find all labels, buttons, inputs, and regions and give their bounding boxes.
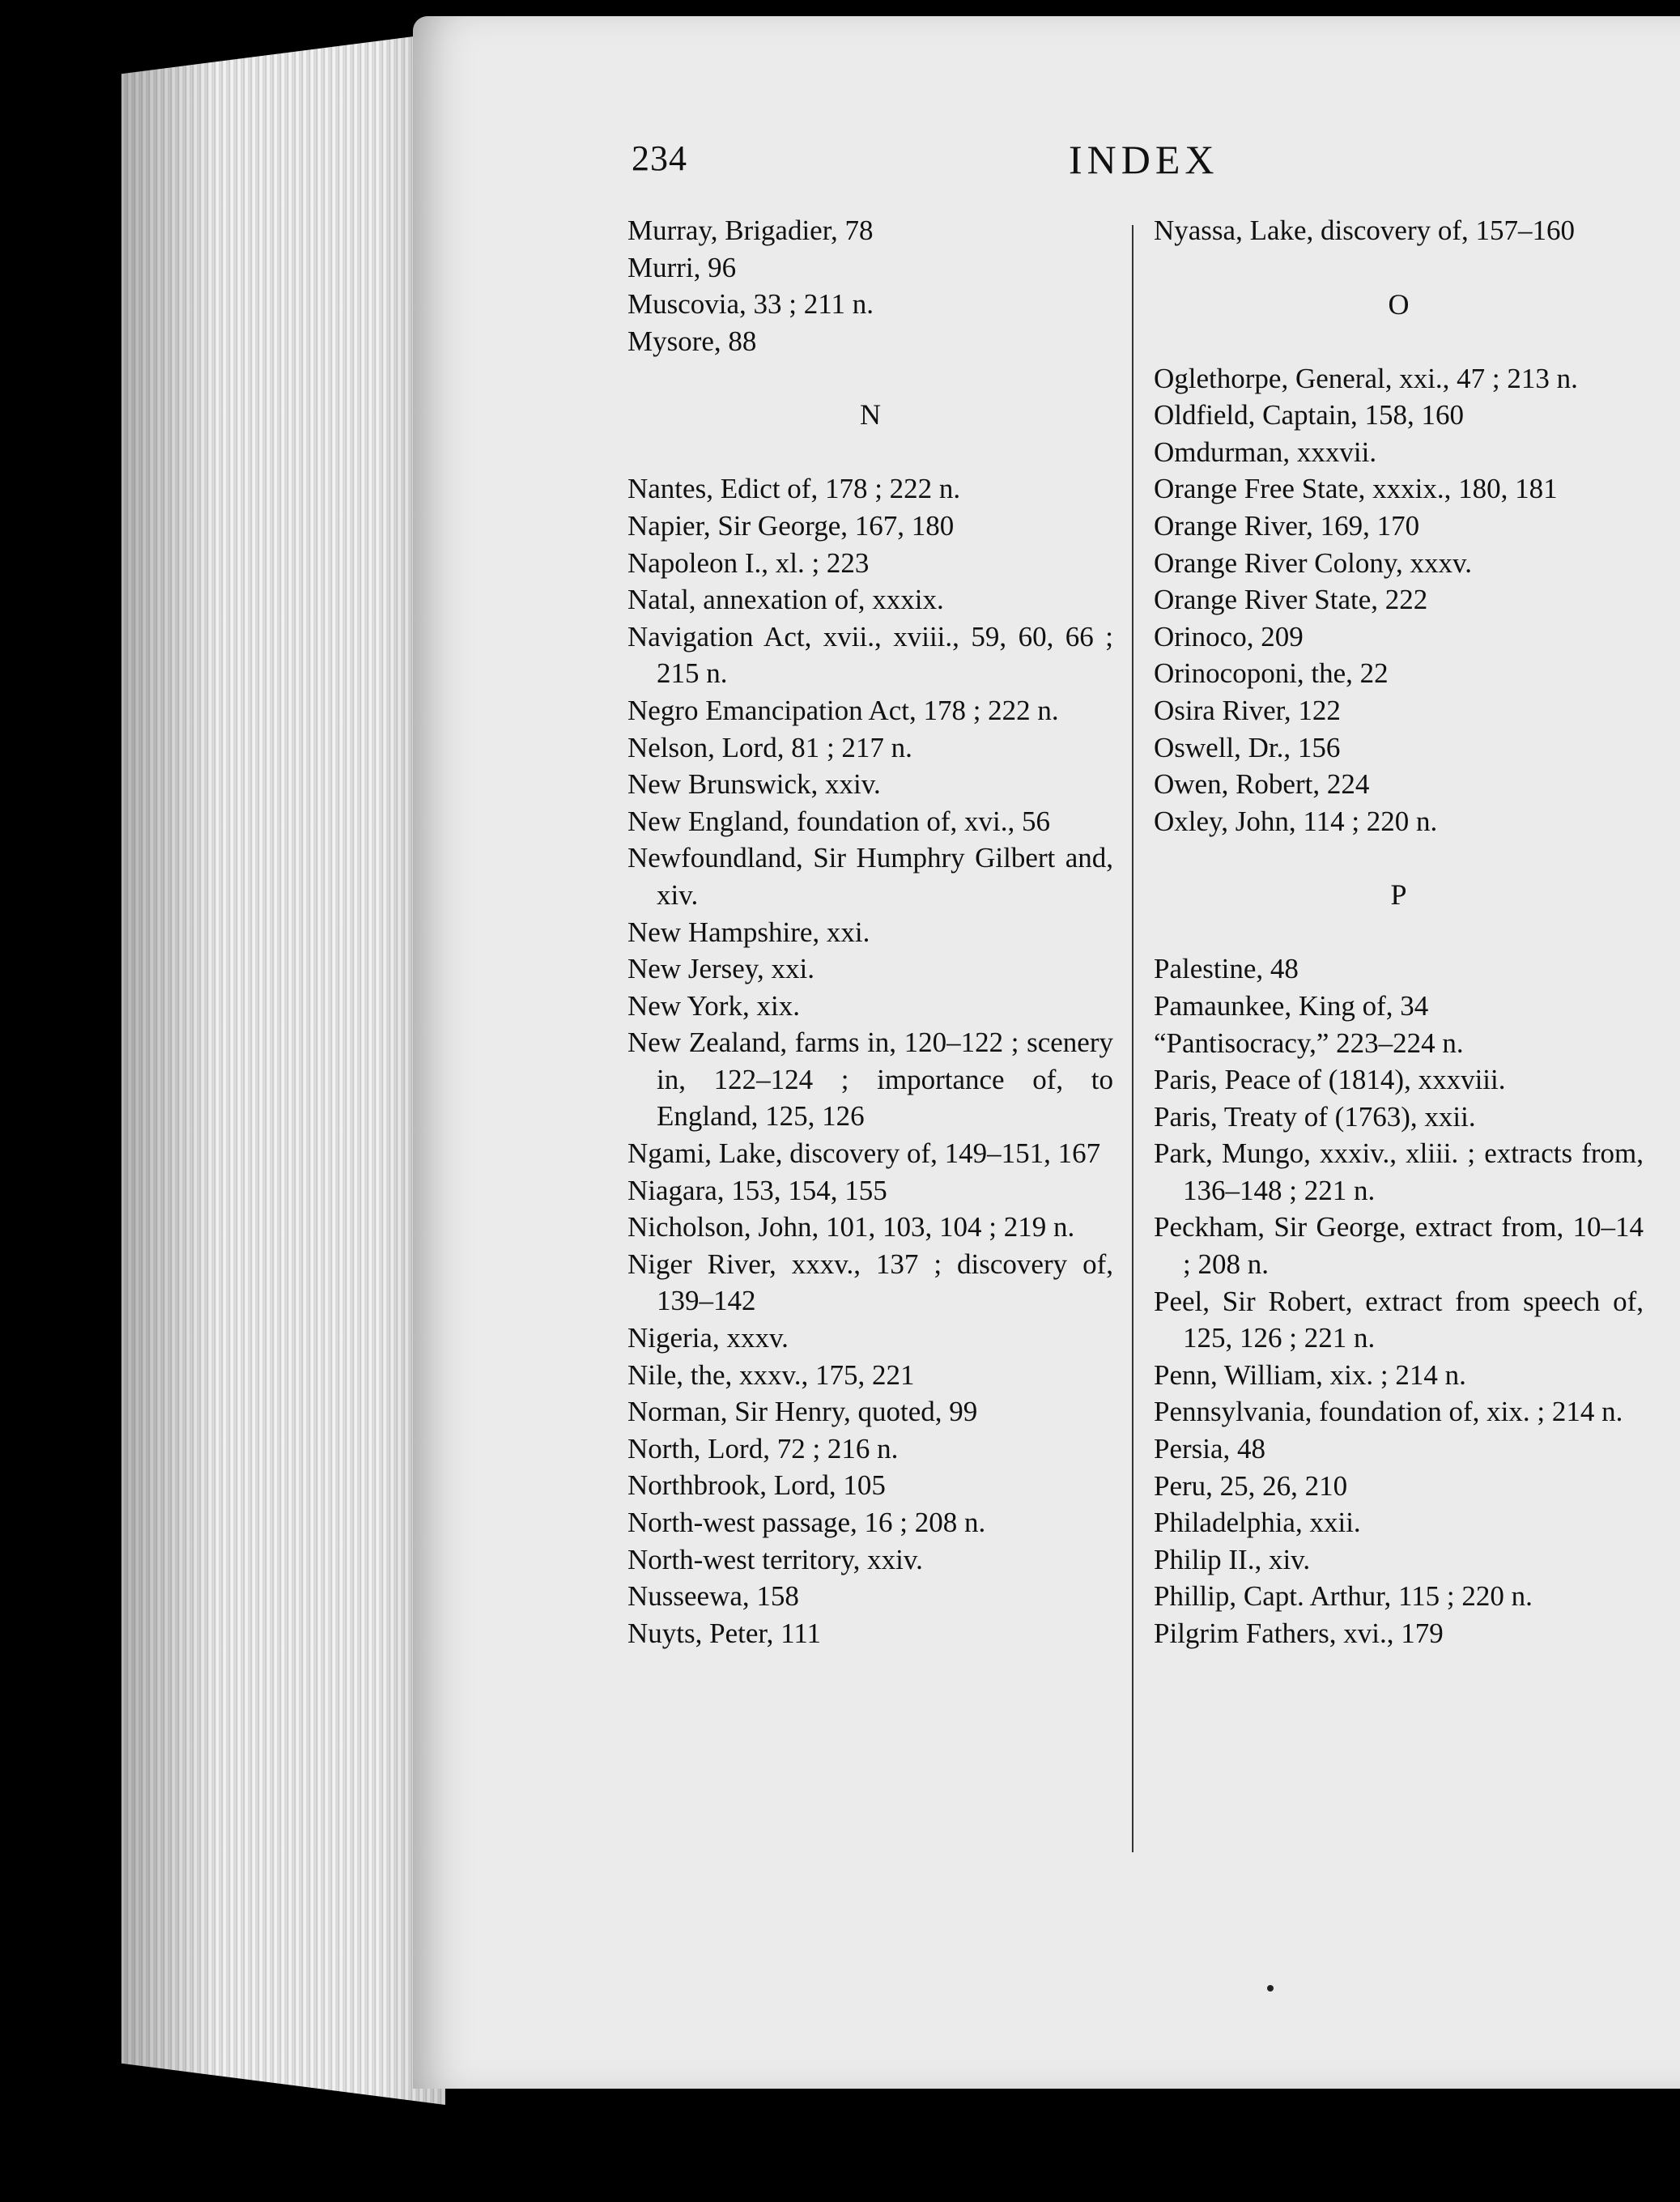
index-entry: New York, xix.: [627, 989, 800, 1022]
index-entry: Oswell, Dr., 156: [1154, 731, 1341, 763]
index-entry: Nuyts, Peter, 111: [627, 1617, 822, 1649]
index-entry: Omdurman, xxxvii.: [1154, 436, 1377, 468]
index-entry: Paris, Treaty of (1763), xxii.: [1154, 1100, 1476, 1133]
index-entry: Napier, Sir George, 167, 180: [627, 509, 955, 542]
index-entry: Nelson, Lord, 81 ; 217 n.: [627, 731, 912, 763]
index-column-right: [1154, 212, 1644, 1652]
index-entry: Phillip, Capt. Arthur, 115 ; 220 n.: [1154, 1580, 1533, 1613]
index-entry: Negro Emancipation Act, 178 ; 222 n.: [627, 694, 1059, 726]
index-entry: Nicholson, John, 101, 103, 104 ; 219 n.: [627, 1211, 1075, 1243]
index-entry: Nigeria, xxxv.: [627, 1322, 789, 1354]
index-entry: Paris, Peace of (1814), xxxviii.: [1154, 1064, 1506, 1096]
index-entry: Oldfield, Captain, 158, 160: [1154, 399, 1465, 431]
index-entry: Murray, Brigadier, 78: [627, 215, 874, 246]
index-entry: Peru, 25, 26, 210: [1154, 1469, 1348, 1502]
index-entry: Orange River, 169, 170: [1154, 509, 1420, 542]
index-entry: Oglethorpe, General, xxi., 47 ; 213 n.: [1154, 362, 1578, 394]
section-letter: N: [860, 398, 881, 431]
index-entry: Peckham, Sir George, extract from, 10–14 ; 208 n.: [1154, 1211, 1644, 1281]
index-entry: New Hampshire, xxi.: [627, 916, 870, 948]
index-entry: Mysore, 88: [627, 325, 757, 357]
index-entry: New Zealand, farms in, 120–122 ; scenery in, 122–124 ; importance of, to England, 125, 126: [627, 1027, 1113, 1133]
index-entry: Nusseewa, 158: [627, 1580, 799, 1613]
index-entry: Pamaunkee, King of, 34: [1154, 989, 1429, 1022]
index-entry: Nyassa, Lake, discovery of, 157–160: [1154, 215, 1576, 246]
index-entry: Philadelphia, xxii.: [1154, 1507, 1361, 1539]
index-entry: Niger River, xxxv., 137 ; discovery of, 139–142: [627, 1248, 1113, 1317]
section-letter: O: [1388, 287, 1410, 321]
index-entry: Pilgrim Fathers, xvi., 179: [1154, 1617, 1444, 1649]
ink-speck: [1267, 1985, 1274, 1992]
index-entry: New England, foundation of, xvi., 56: [627, 805, 1050, 837]
index-entry: Northbrook, Lord, 105: [627, 1469, 886, 1502]
index-entry: Orange River Colony, xxxv.: [1154, 546, 1473, 579]
index-entry: New Brunswick, xxiv.: [627, 768, 881, 801]
index-entry: Natal, annexation of, xxxix.: [627, 584, 944, 616]
index-entry: “Pantisocracy,” 223–224 n.: [1154, 1027, 1464, 1059]
index-entry: New Jersey, xxi.: [627, 953, 815, 985]
index-entry: Orinocoponi, the, 22: [1154, 657, 1389, 690]
index-entry: Pennsylvania, foundation of, xix. ; 214 n.: [1154, 1396, 1623, 1428]
index-entry: Nile, the, xxxv., 175, 221: [627, 1358, 915, 1391]
column-divider: [1132, 225, 1133, 1852]
index-entry: Osira River, 122: [1154, 694, 1341, 726]
index-entry: North-west territory, xxiv.: [627, 1543, 923, 1575]
index-entry: Philip II., xiv.: [1154, 1543, 1311, 1575]
index-entry: Peel, Sir Robert, extract from speech of, 125, 126 ; 221 n.: [1154, 1285, 1644, 1354]
index-entry: Orinoco, 209: [1154, 620, 1304, 653]
index-entry: Murri, 96: [627, 251, 737, 283]
index-entry: Oxley, John, 114 ; 220 n.: [1154, 805, 1438, 837]
section-letter: P: [1390, 878, 1407, 912]
index-entry: Newfoundland, Sir Humphry Gilbert and, xiv.: [627, 842, 1113, 911]
index-entry: North, Lord, 72 ; 216 n.: [627, 1432, 899, 1464]
index-entry: Owen, Robert, 224: [1154, 768, 1370, 801]
page-number: 234: [632, 138, 687, 178]
index-entry: Napoleon I., xl. ; 223: [627, 546, 870, 579]
running-title: INDEX: [1069, 137, 1219, 182]
index-entry: Nantes, Edict of, 178 ; 222 n.: [627, 473, 961, 505]
index-entry: Navigation Act, xvii., xviii., 59, 60, 66 ; 215 n.: [627, 620, 1113, 690]
index-entry: Niagara, 153, 154, 155: [627, 1174, 887, 1206]
index-column-left: [627, 212, 1113, 1652]
index-entry: North-west passage, 16 ; 208 n.: [627, 1507, 986, 1538]
index-entry: Penn, William, xix. ; 214 n.: [1154, 1358, 1466, 1391]
index-entry: Norman, Sir Henry, quoted, 99: [627, 1396, 978, 1428]
index-entry: Muscovia, 33 ; 211 n.: [627, 288, 874, 321]
index-entry: Ngami, Lake, discovery of, 149–151, 167: [627, 1137, 1101, 1170]
index-entry: Orange Free State, xxxix., 180, 181: [1154, 473, 1558, 505]
index-entry: Park, Mungo, xxxiv., xliii. ; extracts from, 136–148 ; 221 n.: [1154, 1137, 1644, 1206]
index-entry: Orange River State, 222: [1154, 584, 1428, 616]
page-header: [632, 138, 1603, 194]
index-entry: Palestine, 48: [1154, 953, 1299, 985]
index-entry: Persia, 48: [1154, 1433, 1266, 1465]
book-page-edges: [121, 32, 445, 2105]
